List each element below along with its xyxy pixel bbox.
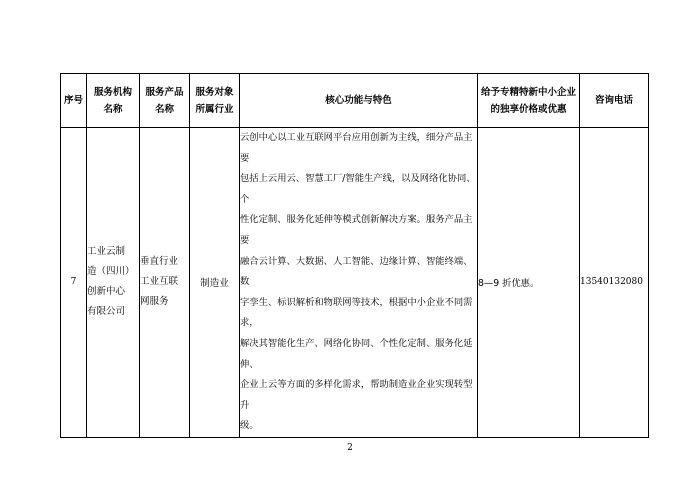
header-num: 序号 xyxy=(61,74,87,128)
org-line: 创新中心 xyxy=(87,286,126,298)
org-line: 工业云制 xyxy=(87,246,126,258)
service-table xyxy=(60,73,649,438)
table-row xyxy=(61,128,649,438)
core-line: 包括上云用云、智慧工厂/智能生产线，以及网络化协同、个 xyxy=(240,173,476,205)
cell-product xyxy=(140,128,190,438)
cell-target: 制造业 xyxy=(190,128,240,438)
core-line: 企业上云等方面的多样化需求，帮助制造业企业实现转型升 xyxy=(240,379,473,411)
core-line: 融合云计算、大数据、人工智能、边缘计算、智能终端、数 xyxy=(240,255,473,288)
cell-core xyxy=(240,128,478,438)
header-target xyxy=(190,74,240,128)
header-product xyxy=(140,74,190,128)
header-product-line2: 名称 xyxy=(154,103,174,115)
header-price-line1: 给予专精特新中小企业 xyxy=(480,86,576,98)
header-org-line1: 服务机构 xyxy=(93,86,132,98)
core-line: 级。 xyxy=(240,420,259,432)
header-target-line2: 所属行业 xyxy=(195,103,234,115)
cell-phone: 13540132080 xyxy=(580,128,649,438)
page-number: 2 xyxy=(347,443,353,453)
cell-price: 8—9 折优惠。 xyxy=(478,128,580,438)
org-line: 造（四川） xyxy=(87,266,135,278)
core-line: 性化定制、服务化延伸等模式创新解决方案。服务产品主要 xyxy=(240,214,473,246)
header-price-line2: 的独享价格或优惠 xyxy=(490,103,567,115)
core-line: 字孪生、标识解析和物联网等技术，根据中小企业不同需求， xyxy=(240,296,473,329)
header-org-line2: 名称 xyxy=(103,103,123,115)
header-price xyxy=(478,74,580,128)
header-org xyxy=(87,74,140,128)
cell-num: 7 xyxy=(61,128,87,438)
core-line: 解决其智能化生产、网络化协同、个性化定制、服务化延伸、 xyxy=(240,337,473,370)
header-phone: 咨询电话 xyxy=(580,74,649,128)
core-line: 云创中心以工业互联网平台应用创新为主线，细分产品主要 xyxy=(240,132,473,164)
product-line: 网服务 xyxy=(140,296,169,308)
cell-org xyxy=(87,128,140,438)
product-line: 垂直行业 xyxy=(140,256,179,268)
header-core: 核心功能与特色 xyxy=(240,74,478,128)
header-target-line1: 服务对象 xyxy=(195,86,234,98)
product-line: 工业互联 xyxy=(140,276,179,288)
org-line: 有限公司 xyxy=(87,306,126,318)
header-row xyxy=(61,74,649,128)
header-product-line1: 服务产品 xyxy=(145,86,184,98)
